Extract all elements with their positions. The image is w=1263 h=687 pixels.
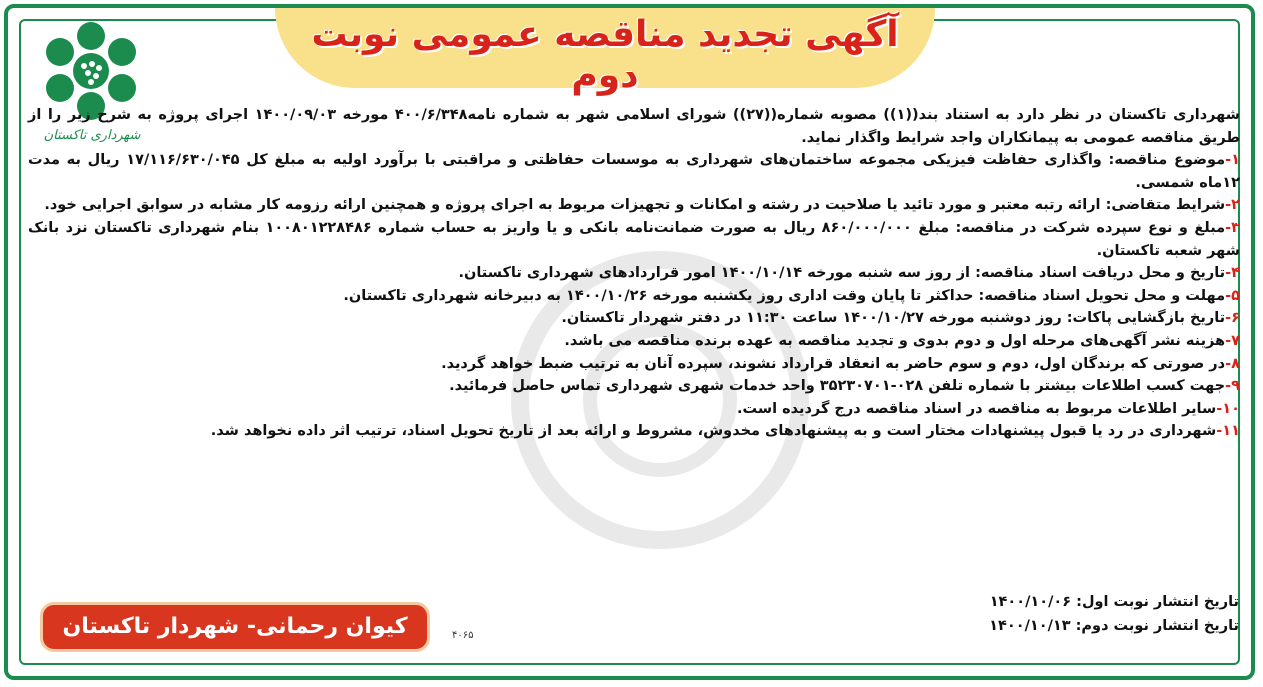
item-number: ۵- — [1225, 287, 1240, 304]
signature-banner: کیوان رحمانی- شهردار تاکستان — [40, 602, 430, 652]
item-text: در صورتی که برندگان اول، دوم و سوم حاضر به انعقاد قرارداد نشوند، سپرده آنان به ترتیب ضبط خواهد گردید. — [441, 355, 1226, 372]
ad-body — [28, 104, 1240, 443]
list-item — [28, 217, 1240, 262]
item-text: موضوع مناقصه: واگذاری حفاظت فیزیکی مجموعه ساختمان‌های شهرداری به موسسات حفاظتی و مراقبتی با برآورد اولیه به مبلغ کل ۱۷/۱۱۶/۶۳۰/۰۴۵ ریال به مدت ۱۲ماه شمسی. — [28, 152, 1240, 191]
item-text: هزینه نشر آگهی‌های مرحله اول و دوم بدوی و تجدید مناقصه به عهده برنده مناقصه می باشد. — [564, 332, 1226, 349]
logo-text: شهرداری تاکستان — [43, 128, 141, 143]
item-text: تاریخ و محل دریافت اسناد مناقصه: از روز سه شنبه مورخه ۱۴۰۰/۱۰/۱۴ امور قراردادهای شهرداری تاکستان. — [458, 265, 1226, 282]
list-item — [28, 262, 1240, 285]
item-number: ۷- — [1225, 332, 1240, 349]
list-item — [28, 307, 1240, 330]
item-number: ۲- — [1225, 197, 1240, 214]
list-item — [28, 194, 1240, 217]
item-number: ۱۱- — [1216, 423, 1240, 440]
publication-first: تاریخ انتشار نوبت اول: ۱۴۰۰/۱۰/۰۶ — [989, 594, 1239, 610]
item-number: ۴- — [1225, 265, 1240, 282]
ad-title: آگهی تجدید مناقصه عمومی نوبت دوم — [311, 14, 899, 96]
item-text: مبلغ و نوع سپرده شرکت در مناقصه: مبلغ ۸۶۰/۰۰۰/۰۰۰ ریال به صورت ضمانت‌نامه بانکی و یا واریز به حساب شماره ۱۰۰۸۰۱۲۲۸۴۸۶ بنام شهرداری تاکستان نزد بانک شهر شعبه تاکستان. — [28, 219, 1240, 259]
list-item — [28, 285, 1240, 308]
list-item — [28, 149, 1240, 194]
item-number: ۱۰- — [1216, 400, 1240, 417]
item-text: شهرداری در رد یا قبول پیشنهادات مختار است و به پیشنهادهای مخدوش، مشروط و ارائه بعد از تاریخ تحویل اسناد، ترتیب اثر داده نخواهد شد. — [210, 423, 1217, 440]
item-text: سایر اطلاعات مربوط به مناقصه در اسناد مناقصه درج گردیده است. — [736, 400, 1217, 417]
list-item — [28, 330, 1240, 353]
publication-second: تاریخ انتشار نوبت دوم: ۱۴۰۰/۱۰/۱۳ — [989, 618, 1239, 634]
item-number: ۱- — [1225, 152, 1240, 169]
item-text: تاریخ بازگشایی پاکات: روز دوشنبه مورخه ۱۴۰۰/۱۰/۲۷ ساعت ۱۱:۳۰ در دفتر شهردار تاکستان. — [561, 310, 1226, 327]
item-number: ۹- — [1225, 378, 1240, 395]
list-item — [28, 375, 1240, 398]
item-number: ۸- — [1225, 355, 1240, 372]
item-text: مهلت و محل تحویل اسناد مناقصه: حداکثر تا پایان وقت اداری روز یکشنبه مورخه ۱۴۰۰/۱۰/۲۶ به دبیرخانه شهرداری تاکستان. — [343, 287, 1226, 304]
item-text: شرایط متقاضی: ارائه رتبه معتبر و مورد تائید یا صلاحیت در رشته و امکانات و تجهیزات مربوط به اجرای پروژه و همچنین ارائه رزومه کار مشابه در سوابق اجرایی خود. — [44, 197, 1226, 214]
item-text: جهت کسب اطلاعات بیشتر با شماره تلفن ۰۲۸-۳۵۲۳۰۷۰۱ واحد خدمات شهری شهرداری تماس حاصل فرمائید. — [449, 378, 1226, 395]
publication-dates — [989, 590, 1239, 638]
intro-paragraph: شهرداری تاکستان در نظر دارد به استناد بند((۱)) مصوبه شماره((۲۷)) شورای اسلامی شهر به شماره نامه۴۰۰/۶/۳۴۸ مورخه ۱۴۰۰/۰۹/۰۳ اجرای پروژه به شرح زیر را از طریق مناقصه عمومی به پیمانکاران واجد شرایط واگذار نماید. — [28, 107, 1240, 146]
list-item — [28, 398, 1240, 421]
ad-code: ۴۰۶۵ — [452, 630, 474, 641]
item-number: ۳- — [1225, 219, 1240, 236]
list-item — [28, 353, 1240, 376]
list-item — [28, 420, 1240, 443]
item-number: ۶- — [1225, 310, 1240, 327]
